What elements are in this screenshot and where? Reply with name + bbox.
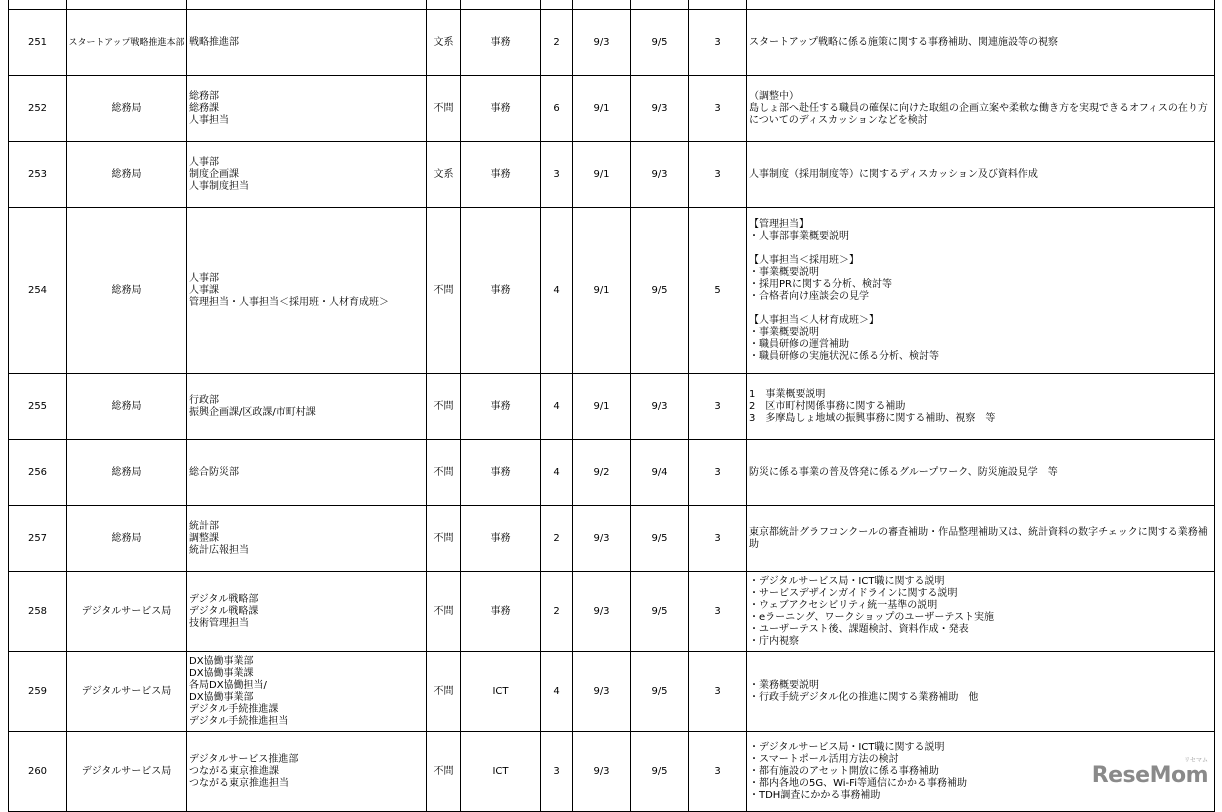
cell-no: 257	[9, 506, 67, 572]
cell-content: ・業務概要説明 ・行政手続デジタル化の推進に関する業務補助 他	[747, 652, 1215, 732]
cell-type: 事務	[461, 572, 541, 652]
cell-count: 4	[541, 374, 573, 440]
cell-bureau: デジタルサービス局	[67, 732, 187, 812]
cell-no: 259	[9, 652, 67, 732]
cell-content: （調整中） 島しょ部へ赴任する職員の確保に向けた取組の企画立案や柔軟な働き方を実現できるオフィスの在り方についてのディスカッションなどを検討	[747, 76, 1215, 142]
cell-end: 9/3	[631, 374, 689, 440]
cell-field: 不問	[427, 572, 461, 652]
cell-count: 2	[541, 506, 573, 572]
table-row	[9, 208, 1215, 374]
cell-count: 4	[541, 652, 573, 732]
cell-days: 5	[689, 208, 747, 374]
cell-count: 2	[541, 10, 573, 76]
cell-end: 9/5	[631, 652, 689, 732]
cell-type: 事務	[461, 10, 541, 76]
cell-days: 3	[689, 374, 747, 440]
cell-end: 9/5	[631, 208, 689, 374]
cell-start: 9/1	[573, 208, 631, 374]
table-row	[9, 10, 1215, 76]
cell-count: 4	[541, 440, 573, 506]
table-row	[9, 76, 1215, 142]
cell-field: 不問	[427, 732, 461, 812]
table-row	[9, 732, 1215, 812]
cell-field: 不問	[427, 440, 461, 506]
cell-no: 253	[9, 142, 67, 208]
cell-start: 9/1	[573, 76, 631, 142]
cell-start: 9/1	[573, 374, 631, 440]
cell-bureau: スタートアップ戦略推進本部	[67, 10, 187, 76]
cell-bureau: 総務局	[67, 374, 187, 440]
cell-end: 9/5	[631, 732, 689, 812]
cell-start: 9/1	[573, 142, 631, 208]
cell-dept: 統計部 調整課 統計広報担当	[187, 506, 427, 572]
internship-table	[8, 0, 1215, 812]
cell-end: 9/4	[631, 440, 689, 506]
cell-days: 3	[689, 732, 747, 812]
cell-end: 9/3	[631, 142, 689, 208]
cell-no: 258	[9, 572, 67, 652]
cell-no: 255	[9, 374, 67, 440]
cell-days: 3	[689, 440, 747, 506]
cell-type: ICT	[461, 732, 541, 812]
cell-days: 3	[689, 142, 747, 208]
cell-dept: 総務部 総務課 人事担当	[187, 76, 427, 142]
table-row-partial	[9, 0, 1215, 10]
cell-dept: 人事部 人事課 管理担当・人事担当＜採用班・人材育成班＞	[187, 208, 427, 374]
cell-dept: 戦略推進部	[187, 10, 427, 76]
cell-end: 9/3	[631, 76, 689, 142]
cell-content: ・デジタルサービス局・ICT職に関する説明 ・サービスデザインガイドラインに関する説明 ・ウェブアクセシビリティ統一基準の説明 ・eラーニング、ワークショップのユーザーテスト実施 ・ユーザーテスト後、課題検討、資料作成・発表 ・庁内視察	[747, 572, 1215, 652]
cell-bureau: デジタルサービス局	[67, 652, 187, 732]
table-row	[9, 374, 1215, 440]
cell-type: 事務	[461, 506, 541, 572]
cell-content: 【管理担当】 ・人事部事業概要説明 【人事担当＜採用班＞】 ・事業概要説明 ・採用PRに関する分析、検討等 ・合格者向け座談会の見学 【人事担当＜人材育成班＞】 ・事業概要説明 ・職員研修の運営補助 ・職員研修の実施状況に係る分析、検討等	[747, 208, 1215, 374]
cell-type: 事務	[461, 208, 541, 374]
cell-count: 4	[541, 208, 573, 374]
cell-count: 3	[541, 732, 573, 812]
cell-dept: デジタル戦略部 デジタル戦略課 技術管理担当	[187, 572, 427, 652]
cell-type: 事務	[461, 440, 541, 506]
cell-end: 9/5	[631, 10, 689, 76]
cell-bureau: デジタルサービス局	[67, 572, 187, 652]
cell-type: ICT	[461, 652, 541, 732]
cell-content: 防災に係る事業の普及啓発に係るグループワーク、防災施設見学 等	[747, 440, 1215, 506]
cell-start: 9/3	[573, 506, 631, 572]
watermark-sub: リセマム	[1184, 757, 1208, 764]
cell-count: 2	[541, 572, 573, 652]
cell-field: 不問	[427, 652, 461, 732]
cell-start: 9/2	[573, 440, 631, 506]
cell-field: 不問	[427, 374, 461, 440]
cell-field: 文系	[427, 142, 461, 208]
cell-end: 9/5	[631, 572, 689, 652]
resemom-watermark	[1091, 757, 1208, 788]
table-row	[9, 506, 1215, 572]
cell-type: 事務	[461, 374, 541, 440]
cell-type: 事務	[461, 76, 541, 142]
cell-content: スタートアップ戦略に係る施策に関する事務補助、関連施設等の視察	[747, 10, 1215, 76]
cell-content: ・デジタルサービス局・ICT職に関する説明 ・スマートポール活用方法の検討 ・都有施設のアセット開放に係る事務補助 ・都内各地の5G、Wi-Fi等通信にかかる事務補助 ・TDH調査にかかる事務補助	[747, 732, 1215, 812]
cell-dept: DX協働事業部 DX協働事業課 各局DX協働担当/ DX協働事業部 デジタル手続推進課 デジタル手続推進担当	[187, 652, 427, 732]
cell-dept: デジタルサービス推進部 つながる東京推進課 つながる東京推進担当	[187, 732, 427, 812]
cell-start: 9/3	[573, 652, 631, 732]
cell-no: 251	[9, 10, 67, 76]
cell-start: 9/3	[573, 732, 631, 812]
cell-days: 3	[689, 572, 747, 652]
cell-start: 9/3	[573, 572, 631, 652]
cell-no: 254	[9, 208, 67, 374]
table-row	[9, 142, 1215, 208]
cell-content: 人事制度（採用制度等）に関するディスカッション及び資料作成	[747, 142, 1215, 208]
cell-dept: 人事部 制度企画課 人事制度担当	[187, 142, 427, 208]
watermark-brand: ReseMom	[1091, 763, 1208, 788]
cell-count: 3	[541, 142, 573, 208]
cell-bureau: 総務局	[67, 208, 187, 374]
cell-no: 252	[9, 76, 67, 142]
cell-field: 不問	[427, 506, 461, 572]
cell-field: 不問	[427, 208, 461, 374]
cell-field: 不問	[427, 76, 461, 142]
cell-content: 1 事業概要説明 2 区市町村関係事務に関する補助 3 多摩島しょ地域の振興事務に関する補助、視察 等	[747, 374, 1215, 440]
cell-no: 260	[9, 732, 67, 812]
cell-dept: 総合防災部	[187, 440, 427, 506]
cell-end: 9/5	[631, 506, 689, 572]
table-row	[9, 652, 1215, 732]
cell-no: 256	[9, 440, 67, 506]
cell-bureau: 総務局	[67, 506, 187, 572]
cell-field: 文系	[427, 10, 461, 76]
cell-count: 6	[541, 76, 573, 142]
cell-days: 3	[689, 652, 747, 732]
cell-type: 事務	[461, 142, 541, 208]
cell-days: 3	[689, 10, 747, 76]
cell-dept: 行政部 振興企画課/区政課/市町村課	[187, 374, 427, 440]
cell-bureau: 総務局	[67, 76, 187, 142]
table-row	[9, 440, 1215, 506]
cell-content: 東京都統計グラフコンクールの審査補助・作品整理補助又は、統計資料の数字チェックに関する業務補助	[747, 506, 1215, 572]
cell-bureau: 総務局	[67, 142, 187, 208]
cell-days: 3	[689, 76, 747, 142]
table-row	[9, 572, 1215, 652]
cell-start: 9/3	[573, 10, 631, 76]
cell-days: 3	[689, 506, 747, 572]
cell-bureau: 総務局	[67, 440, 187, 506]
